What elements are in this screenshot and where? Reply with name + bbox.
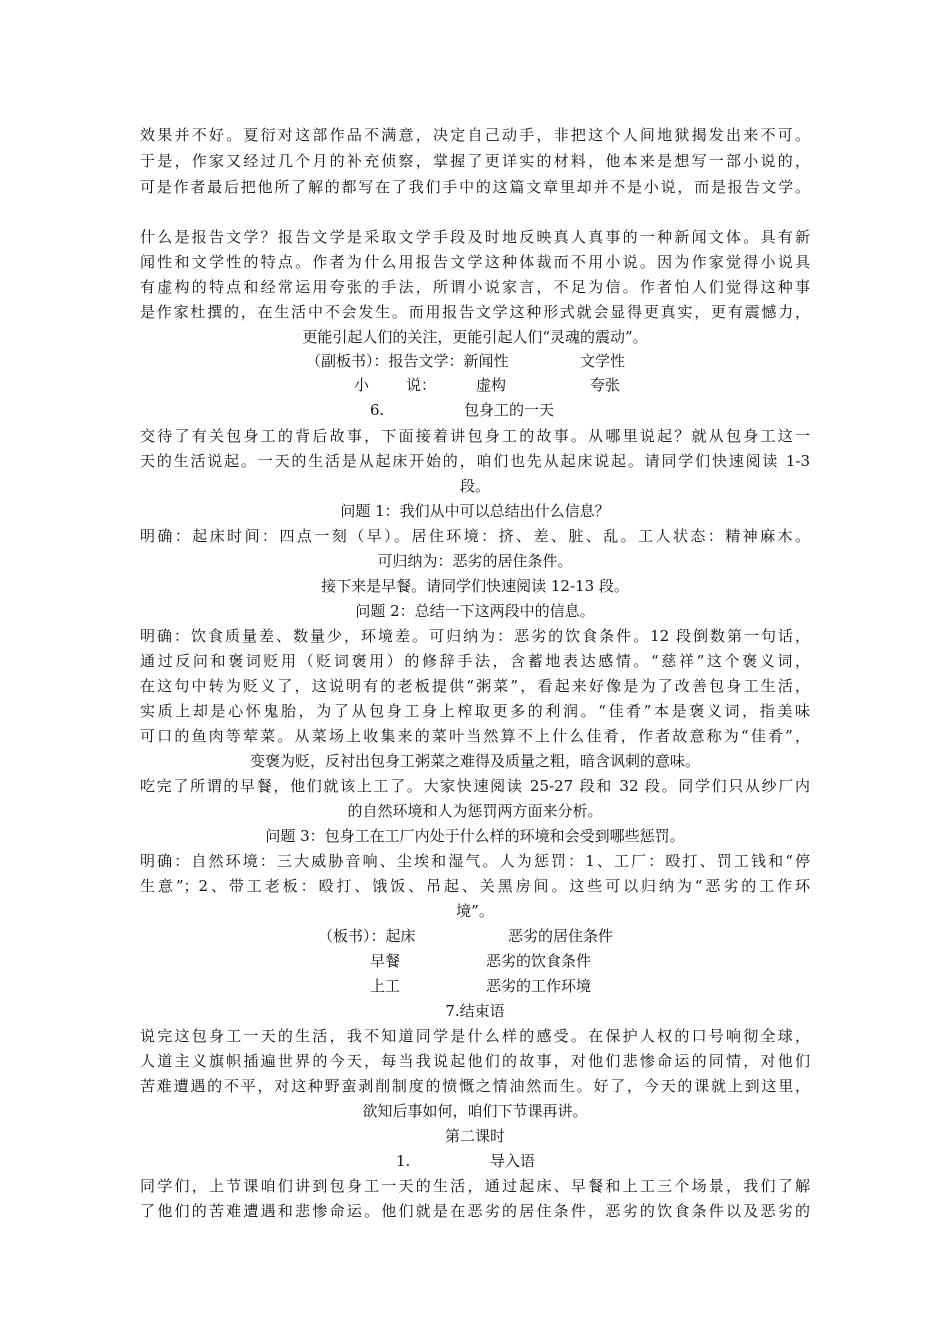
text-line: 的自然环境和人为惩罚两方面来分析。 (347, 802, 603, 820)
text-line: 了他们的苦难遭遇和悲惨命运。他们就是在恶劣的居住条件，恶劣的饮食条件以及恶劣的 (140, 1202, 810, 1220)
text-line: 欲知后事如何，咱们下节课再讲。 (362, 1102, 588, 1120)
text-line: 交待了有关包身工的背后故事，下面接着讲包身工的故事。从哪里说起？就从包身工这一 (140, 427, 810, 445)
board-note-item: 说： (406, 376, 437, 394)
text-line: 在这句中转为贬义了，这说明有的老板提供“粥菜”，看起来好像是为了改善包身工生活， (140, 677, 810, 695)
text-line: 明确：饮食质量差、数量少，环境差。可归纳为：恶劣的饮食条件。12 段倒数第一句话， (140, 627, 810, 645)
board-note-label: （副板书）：报告文学：新闻性 (306, 352, 509, 370)
board-row (140, 974, 810, 998)
question-line: 问题 2：总结一下这两段中的信息。 (355, 602, 595, 620)
text-line: 什么是报告文学？报告文学是采取文学手段及时地反映真人真事的一种新闻文体。具有新 (140, 228, 810, 246)
section-title: 导入语 (490, 1152, 536, 1170)
text-line: 效果并不好。夏衍对这部作品不满意，决定自己动手，非把这个人间地狱揭发出来不可。 (140, 126, 810, 144)
board-note-item: 小 (354, 376, 370, 394)
text-line: 天的生活说起。一天的生活是从起床开始的，咱们也先从起床说起。请同学们快速阅读 1-3 (140, 452, 810, 470)
text-line: 境”。 (456, 902, 494, 920)
board-row-value: 恶劣的工作环境 (486, 977, 592, 995)
text-line: 接下来是早餐。请同学们快速阅读 12-13 段。 (321, 577, 629, 595)
text-line: 通过反问和褒词贬用（贬词褒用）的修辞手法，含蓄地表达感情。“慈祥”这个褒义词， (140, 652, 810, 670)
text-line: 明确：自然环境：三大威胁音响、尘埃和湿气。人为惩罚：1、工厂：殴打、罚工钱和“停 (140, 852, 810, 870)
section-title: 7.结束语 (445, 1002, 505, 1020)
question-line: 问题 3：包身工在工厂内处于什么样的环境和会受到哪些惩罚。 (265, 827, 685, 845)
text-line: 生意”；2、带工老板：殴打、饿饭、吊起、关黑房间。这些可以归纳为“恶劣的工作环 (140, 877, 810, 895)
question-line: 问题 1：我们从中可以总结出什么信息？ (340, 502, 610, 520)
text-line: 段。 (459, 477, 490, 495)
text-line: 说完这包身工一天的生活，我不知道同学是什么样的感受。在保护人权的口号响彻全球， (140, 1027, 810, 1045)
text-line: 吃完了所谓的早餐，他们就该上工了。大家快速阅读 25-27 段和 32 段。同学们只从纱厂内 (140, 777, 810, 795)
text-line: 明确：起床时间：四点一刻（早）。居住环境：挤、差、脏、乱。工人状态：精神麻木。 (140, 527, 810, 545)
board-note-row (140, 349, 810, 373)
section-number: 1. (396, 1152, 411, 1170)
text-line: 苦难遭遇的不平，对这种野蛮剥削制度的愤慨之情油然而生。好了，今天的课就上到这里， (140, 1077, 810, 1095)
board-row-value: 恶劣的居住条件 (508, 927, 614, 945)
board-row (140, 949, 810, 973)
board-note-row (140, 373, 810, 397)
text-line: 可是作者最后把他所了解的都写在了我们手中的这篇文章里却并不是小说，而是报告文学。 (140, 178, 810, 196)
text-line: 同学们，上节课咱们讲到包身工一天的生活，通过起床、早餐和上工三个场景，我们了解 (140, 1177, 810, 1195)
board-note-item: 虚构 (476, 376, 507, 394)
board-row-label: （板书）：起床 (318, 927, 416, 945)
text-line: 是作家杜撰的，在生活中不会发生。而用报告文学这种形式就会显得更真实，更有震憾力， (140, 303, 810, 321)
board-row-label: 上工 (370, 977, 401, 995)
text-line: 有虚构的特点和经常运用夸张的手法，所谓小说家言，不足为信。作者怕人们觉得这种事 (140, 278, 810, 296)
text-line: 人道主义旗帜插遍世界的今天，每当我说起他们的故事，对他们悲惨命运的同情，对他们 (140, 1052, 810, 1070)
board-row-value: 恶劣的饮食条件 (486, 952, 592, 970)
section-title: 包身工的一天 (464, 401, 555, 419)
section-heading (140, 398, 810, 422)
text-line: 可口的鱼肉等荤菜。从菜场上收集来的菜叶当然算不上什么佳肴，作者故意称为“佳肴”， (140, 727, 810, 745)
text-line: 于是，作家又经过几个月的补充侦察，掌握了更详实的材料，他本来是想写一部小说的， (140, 152, 810, 170)
section-heading (140, 1149, 810, 1173)
section-number: 6. (370, 401, 385, 419)
text-line: 实质上却是心怀鬼胎，为了从包身工身上榨取更多的利润。“佳肴”本是褒义词，指美味 (140, 702, 810, 720)
text-line: 更能引起人们的关注，更能引起人们“灵魂的震动”。 (302, 328, 648, 346)
text-line: 可归纳为：恶劣的居住条件。 (377, 552, 573, 570)
board-note-item: 文学性 (580, 352, 626, 370)
text-line: 变褒为贬，反衬出包身工粥菜之难得及质量之粗，暗含讽刺的意味。 (249, 752, 700, 770)
text-line: 闻性和文学性的特点。作者为什么用报告文学这种体裁而不用小说。因为作家觉得小说具 (140, 253, 810, 271)
board-note-item: 夸张 (590, 376, 621, 394)
board-row (140, 924, 810, 948)
board-row-label: 早餐 (370, 952, 401, 970)
lesson-title: 第二课时 (444, 1127, 505, 1145)
